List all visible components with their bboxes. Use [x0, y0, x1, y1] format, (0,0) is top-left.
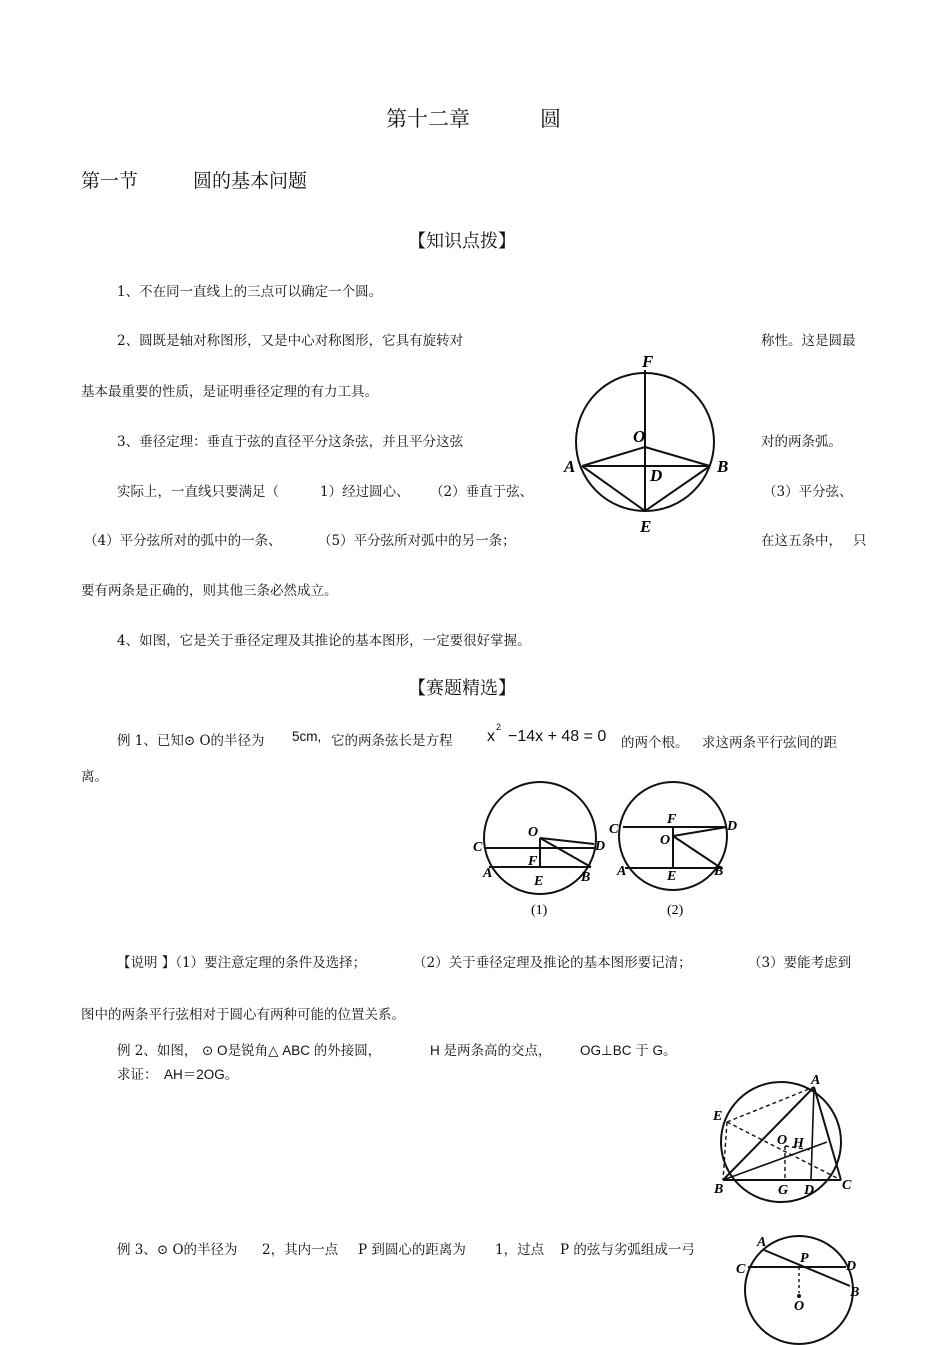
- section-title: 圆的基本问题: [193, 170, 308, 192]
- example2-text-b: ⊙ O是锐角△ ABC 的外接圆，: [202, 1043, 382, 1058]
- example1-eq-x: x: [487, 728, 495, 745]
- figure-perpendicular-diameter: [560, 350, 729, 540]
- fig3-label: F: [667, 812, 677, 827]
- example3-text-e: P 的弦与劣弧组成一弓: [560, 1242, 695, 1258]
- knowledge-item-3c2: 1）经过圆心、: [320, 484, 410, 500]
- fig5-label: P: [800, 1251, 809, 1266]
- fig5-label: C: [736, 1262, 746, 1277]
- contest-heading: 【赛题精选】: [408, 678, 516, 699]
- knowledge-item-3c4: （3）平分弦、: [763, 484, 853, 500]
- fig4-label: H: [793, 1136, 804, 1151]
- example1-text-c: 它的两条弦长是方程: [331, 733, 453, 749]
- figure-circumscribed-triangle: [705, 1070, 865, 1205]
- fig2-label: C: [473, 840, 483, 855]
- knowledge-item-2a: 2、圆既是轴对称图形，又是中心对称图形，它具有旋转对: [117, 333, 464, 349]
- fig2-label: B: [581, 870, 591, 885]
- figure-chord-through-point: [732, 1228, 872, 1345]
- fig5-label: A: [757, 1235, 767, 1250]
- knowledge-item-3e: 要有两条是正确的，则其他三条必然成立。: [81, 583, 338, 599]
- fig5-label: D: [846, 1259, 857, 1274]
- knowledge-item-3c1: 实际上，一直线只要满足（: [117, 484, 279, 500]
- fig4-label: C: [842, 1178, 852, 1193]
- figure-example1-case1: [470, 778, 610, 923]
- fig4-label: E: [713, 1109, 723, 1124]
- fig4-label: A: [811, 1073, 821, 1088]
- example3-text-a: 例 3、⊙ O的半径为: [117, 1242, 238, 1258]
- chapter-title: 圆: [540, 107, 561, 131]
- section-label: 第一节: [81, 170, 139, 192]
- fig3-label: A: [617, 864, 627, 879]
- note-text-d: 图中的两条平行弦相对于圆心有两种可能的位置关系。: [81, 1007, 405, 1023]
- example3-text-c: P 到圆心的距离为: [358, 1242, 466, 1258]
- fig3-label: C: [609, 822, 619, 837]
- fig1-label: D: [650, 466, 663, 485]
- fig3-caption: (2): [667, 903, 684, 918]
- fig2-label: F: [528, 854, 538, 869]
- example2-text-d: OG⊥BC 于 G。: [580, 1043, 677, 1058]
- fig4-label: D: [804, 1183, 815, 1198]
- example2-text-e: 求证：: [117, 1067, 158, 1083]
- fig4-label: B: [714, 1182, 724, 1197]
- example1-eq-rest: −14x + 48 = 0: [508, 728, 607, 745]
- fig3-label: D: [727, 819, 738, 834]
- fig1-label: O: [633, 427, 646, 446]
- knowledge-item-3c3: （2）垂直于弦、: [430, 484, 534, 500]
- fig2-label: O: [528, 825, 539, 840]
- fig2-label: E: [534, 874, 544, 889]
- fig2-label: A: [483, 866, 493, 881]
- fig3-label: B: [714, 864, 724, 879]
- note-text-c: （3）要能考虑到: [748, 955, 852, 971]
- fig1-label: E: [640, 517, 652, 536]
- knowledge-item-4: 4、如图，它是关于垂径定理及其推论的基本图形，一定要很好掌握。: [117, 633, 531, 649]
- fig1-label: F: [642, 352, 654, 371]
- fig2-caption: (1): [531, 903, 548, 918]
- figure-example1-case2: [605, 778, 750, 923]
- fig1-label: B: [717, 457, 729, 476]
- example2-text-c: H 是两条高的交点，: [430, 1043, 552, 1058]
- fig2-label: D: [595, 839, 606, 854]
- knowledge-item-3d4: 只: [853, 533, 867, 549]
- fig4-label: O: [777, 1133, 788, 1148]
- example1-text-f: 离。: [81, 769, 108, 785]
- example2-text-f: AH＝2OG。: [164, 1067, 239, 1082]
- example1-text-a: 例 1、已知⊙ O的半径为: [117, 733, 265, 749]
- note-text-a: 【说明 】（1）要注意定理的条件及选择；: [117, 955, 367, 971]
- fig1-label: A: [564, 457, 576, 476]
- example3-text-d: 1，过点: [495, 1242, 545, 1258]
- knowledge-item-3a: 3、垂径定理：垂直于弦的直径平分这条弦，并且平分这弦: [117, 434, 464, 450]
- chapter-label: 第十二章: [386, 107, 470, 131]
- fig4-label: G: [778, 1183, 789, 1198]
- example3-text-b: 2，其内一点: [262, 1242, 339, 1258]
- knowledge-item-3d1: （4）平分弦所对的弧中的一条、: [84, 533, 282, 549]
- knowledge-item-1: 1、不在同一直线上的三点可以确定一个圆。: [117, 284, 383, 300]
- example1-text-d: 的两个根。: [621, 735, 689, 751]
- example1-text-e: 求这两条平行弦间的距: [702, 735, 837, 751]
- knowledge-item-2b: 称性。这是圆最: [761, 333, 856, 349]
- fig5-label: B: [850, 1285, 860, 1300]
- example1-eq-exp: 2: [496, 722, 502, 732]
- fig3-label: E: [667, 869, 677, 884]
- knowledge-item-3d3: 在这五条中，: [761, 533, 842, 549]
- knowledge-item-3b: 对的两条弧。: [761, 434, 842, 450]
- knowledge-item-3d2: （5）平分弦所对弧中的另一条；: [318, 533, 516, 549]
- example1-text-b: 5cm,: [292, 729, 322, 744]
- fig5-label: O: [794, 1299, 805, 1314]
- knowledge-item-2c: 基本最重要的性质，是证明垂径定理的有力工具。: [81, 384, 378, 400]
- example2-text-a: 例 2、如图，: [117, 1043, 198, 1059]
- note-text-b: （2）关于垂径定理及推论的基本图形要记清；: [413, 955, 692, 971]
- fig3-label: O: [660, 833, 671, 848]
- knowledge-heading: 【知识点拨】: [408, 231, 516, 252]
